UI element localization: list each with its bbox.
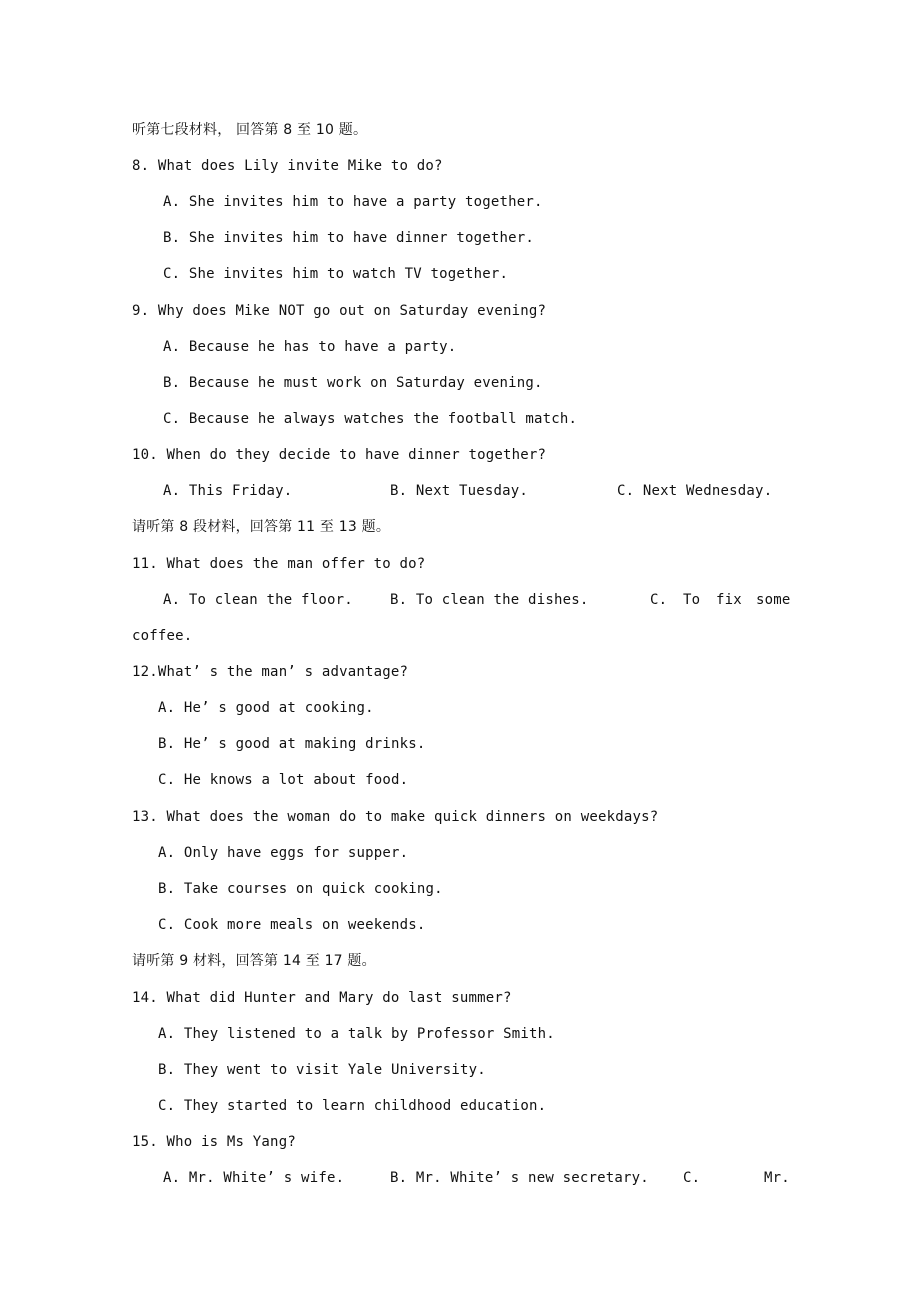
q9-option-a: A. Because he has to have a party.	[163, 339, 457, 355]
question-14: 14. What did Hunter and Mary do last summer?	[132, 990, 512, 1006]
q15-option-c-letter: C.	[683, 1170, 701, 1186]
q13-option-a: A. Only have eggs for supper.	[158, 845, 409, 861]
q10-option-c: C. Next Wednesday.	[617, 483, 773, 499]
q10-option-b: B. Next Tuesday.	[390, 483, 529, 499]
q10-option-a: A. This Friday.	[163, 483, 293, 499]
question-11: 11. What does the man offer to do?	[132, 556, 426, 572]
q14-option-a: A. They listened to a talk by Professor Smith.	[158, 1026, 555, 1042]
q11-option-c-word1: To	[683, 592, 701, 608]
q9-option-c: C. Because he always watches the football match.	[163, 411, 578, 427]
q14-option-b: B. They went to visit Yale University.	[158, 1062, 486, 1078]
section8-heading: 请听第 8 段材料，回答第 11 至 13 题。	[132, 519, 391, 535]
q15-option-c-trail: Mr.	[764, 1170, 790, 1186]
q11-option-c-word3: some	[756, 592, 791, 608]
q11-option-b: B. To clean the dishes.	[390, 592, 589, 608]
section9-heading: 请听第 9 材料，回答第 14 至 17 题。	[132, 953, 376, 969]
q13-option-b: B. Take courses on quick cooking.	[158, 881, 443, 897]
q11-option-c-wrap: coffee.	[132, 628, 193, 644]
q12-option-b: B. He’ s good at making drinks.	[158, 736, 426, 752]
q11-option-c-word2: fix	[716, 592, 742, 608]
q11-option-a: A. To clean the floor.	[163, 592, 353, 608]
q15-option-b: B. Mr. White’ s new secretary.	[390, 1170, 649, 1186]
q14-option-c: C. They started to learn childhood education.	[158, 1098, 547, 1114]
section7-heading: 听第七段材料， 回答第 8 至 10 题。	[132, 122, 368, 138]
q12-option-a: A. He’ s good at cooking.	[158, 700, 374, 716]
question-15: 15. Who is Ms Yang?	[132, 1134, 296, 1150]
q9-option-b: B. Because he must work on Saturday evening.	[163, 375, 543, 391]
question-12: 12.What’ s the man’ s advantage?	[132, 664, 409, 680]
q8-option-a: A. She invites him to have a party together.	[163, 194, 543, 210]
q8-option-c: C. She invites him to watch TV together.	[163, 266, 509, 282]
question-10: 10. When do they decide to have dinner together?	[132, 447, 547, 463]
q15-option-a: A. Mr. White’ s wife.	[163, 1170, 345, 1186]
q11-option-c-letter: C.	[650, 592, 668, 608]
q13-option-c: C. Cook more meals on weekends.	[158, 917, 426, 933]
question-9: 9. Why does Mike NOT go out on Saturday evening?	[132, 303, 547, 319]
question-8: 8. What does Lily invite Mike to do?	[132, 158, 443, 174]
q8-option-b: B. She invites him to have dinner together.	[163, 230, 535, 246]
q12-option-c: C. He knows a lot about food.	[158, 772, 409, 788]
question-13: 13. What does the woman do to make quick dinners on weekdays?	[132, 809, 659, 825]
